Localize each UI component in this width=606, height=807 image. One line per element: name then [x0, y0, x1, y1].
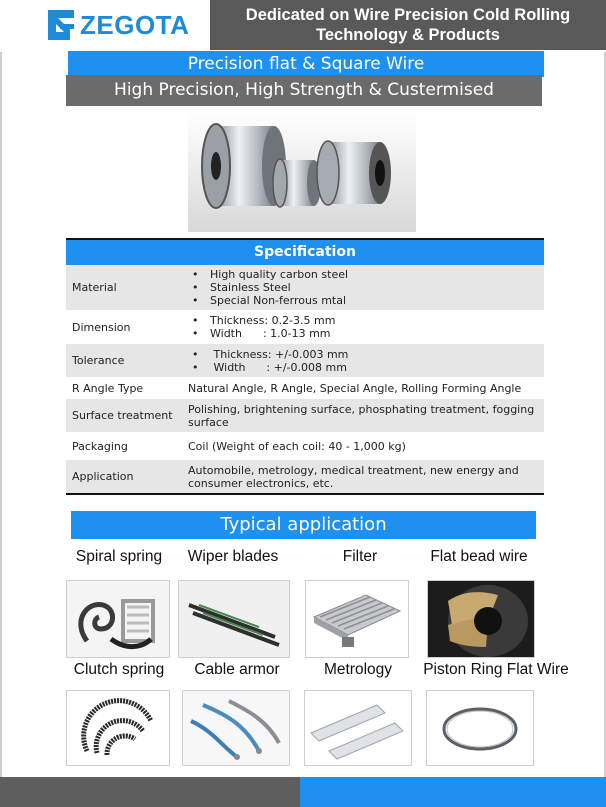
- typical-application-title: Typical application: [71, 511, 536, 539]
- spec-value: Coil (Weight of each coil: 40 - 1,000 kg): [188, 439, 406, 453]
- caption-clutch-spring: Clutch spring: [73, 661, 165, 678]
- footer-blue-bar: [300, 777, 606, 807]
- caption-spiral-spring: Spiral spring: [75, 548, 163, 565]
- spec-label: Material: [72, 281, 117, 294]
- specification-title: Specification: [66, 238, 544, 265]
- piston-ring-image: [426, 690, 534, 766]
- banner-subtitle: High Precision, High Strength & Custermised: [66, 75, 542, 106]
- spec-value: • Thickness: +/-0.003 mm • Width : +/-0.008 mm: [192, 347, 349, 374]
- spec-label: Surface treatment: [72, 409, 173, 422]
- tagline-line2: Technology & Products: [316, 26, 500, 44]
- brand-logo: [46, 8, 189, 42]
- spec-row-packaging: [66, 432, 544, 460]
- spec-value: Polishing, brightening surface, phosphating treatment, fogging surface: [188, 402, 535, 429]
- spec-value: Natural Angle, R Angle, Special Angle, Rolling Forming Angle: [188, 381, 522, 395]
- footer-gray-bar: [0, 777, 300, 807]
- caption-cable-armor: Cable armor: [194, 661, 280, 678]
- spec-row-surface: [66, 399, 544, 432]
- spec-item: Special Non-ferrous mtal: [210, 294, 347, 307]
- tagline-line1: Dedicated on Wire Precision Cold Rolling: [245, 6, 571, 24]
- cable-armor-image: [182, 690, 290, 766]
- spec-label: Dimension: [72, 320, 131, 334]
- wire-spools-image: [188, 112, 416, 232]
- clutch-spring-image: [66, 690, 170, 766]
- spec-item: Thickness: +/-0.003 mm: [210, 347, 349, 361]
- caption-filter: Filter: [342, 548, 378, 565]
- zegota-logo-icon: [46, 8, 76, 42]
- brand-name: ZEGOTA: [80, 9, 190, 40]
- metrology-image: [304, 690, 412, 766]
- spec-bottom-rule: [66, 493, 544, 495]
- spec-value: • High quality carbon steel • Stainless Steel • Special Non-ferrous mtal: [192, 268, 349, 307]
- filter-image: [305, 580, 409, 658]
- spec-value: • Thickness: 0.2-3.5 mm • Width : 1.0-13 mm: [192, 314, 336, 340]
- spec-item: Thickness: 0.2-3.5 mm: [210, 314, 336, 327]
- wiper-blades-image: [178, 580, 290, 658]
- spec-value: Automobile, metrology, medical treatment, new energy and consumer electronics, etc.: [188, 463, 519, 490]
- spec-row-application: [66, 460, 544, 493]
- caption-flat-bead-wire: Flat bead wire: [430, 548, 528, 565]
- spec-row-r-angle: [66, 377, 544, 399]
- flat-bead-wire-image: [427, 580, 535, 658]
- spec-item: Width : +/-0.008 mm: [210, 360, 347, 374]
- header-tagline: [210, 0, 606, 50]
- spiral-spring-image: [66, 580, 170, 658]
- spec-label: Packaging: [72, 439, 128, 453]
- caption-piston-ring-flat-wire: Piston Ring Flat Wire: [423, 661, 569, 678]
- spec-item: Width : 1.0-13 mm: [210, 327, 331, 340]
- banner-title: Precision flat & Square Wire: [68, 51, 544, 77]
- spec-row-dimension: [66, 310, 544, 344]
- caption-wiper-blades: Wiper blades: [187, 548, 279, 565]
- spec-label: Tolerance: [72, 354, 125, 367]
- left-page-border: [0, 52, 2, 777]
- spec-row-tolerance: [66, 344, 544, 377]
- spec-label: Application: [72, 470, 134, 483]
- specification-table: [66, 238, 544, 495]
- spec-item: High quality carbon steel: [210, 268, 349, 281]
- spec-row-material: [66, 265, 544, 310]
- spec-item: Stainless Steel: [210, 281, 291, 294]
- spec-label: R Angle Type: [72, 381, 144, 395]
- caption-metrology: Metrology: [323, 661, 393, 678]
